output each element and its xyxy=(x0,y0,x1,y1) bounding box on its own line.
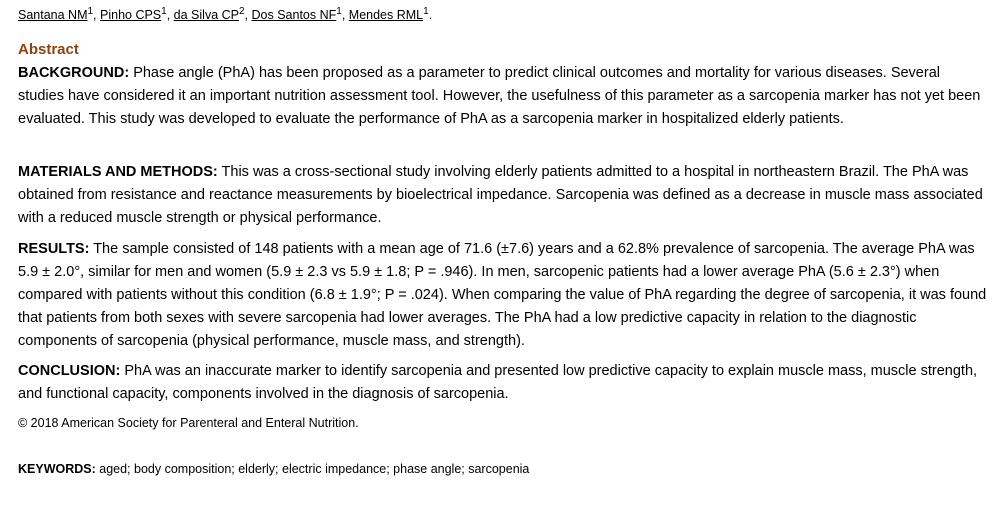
copyright-notice: © 2018 American Society for Parenteral and Enteral Nutrition. xyxy=(18,416,359,430)
author-entry xyxy=(18,5,100,22)
author-link[interactable]: Dos Santos NF xyxy=(251,8,337,22)
keywords-label: KEYWORDS: xyxy=(18,462,96,476)
abstract-conclusion xyxy=(18,360,988,406)
author-entry xyxy=(100,5,174,22)
section-label: CONCLUSION: xyxy=(18,363,121,379)
author-link[interactable]: Pinho CPS xyxy=(100,8,162,22)
author-separator: , xyxy=(166,8,174,22)
author-link[interactable]: da Silva CP xyxy=(173,8,239,22)
author-entry xyxy=(251,5,349,22)
author-entry xyxy=(348,5,433,22)
author-list xyxy=(18,5,433,22)
abstract-background xyxy=(18,62,988,131)
author-separator: , xyxy=(341,8,349,22)
author-link[interactable]: Santana NM xyxy=(18,8,88,22)
section-text: Phase angle (PhA) has been proposed as a parameter to predict clinical outcomes and mortality for various diseases. Several studies have considered it an important nutrition assessment tool. However, the usefulness of this parameter as a sarcopenia marker has not yet been evaluated. This study was developed to evaluate the performance of PhA as a sarcopenia marker in hospitalized elderly patients. xyxy=(18,65,981,127)
author-separator: , xyxy=(93,8,100,22)
author-affiliation: 1 xyxy=(87,5,94,17)
section-text: The sample consisted of 148 patients with a mean age of 71.6 (±7.6) years and a 62.8% prevalence of sarcopenia. The average PhA was 5.9 ± 2.0°, similar for men and women (5.9 ± 2.3 vs 5.9 ± 1.8; P = .946). In men, sarcopenic patients had a lower average PhA (5.6 ± 2.3°) when compared with patients without this condition (6.8 ± 1.9°; P = .024). When comparing the value of PhA regarding the degree of sarcopenia, it was found that patients from both sexes with severe sarcopenia had lower averages. The PhA had a low predictive capacity in relation to the diagnostic components of sarcopenia (physical performance, muscle mass, and strength). xyxy=(18,241,987,349)
section-label: RESULTS: xyxy=(18,241,90,257)
author-entry xyxy=(173,5,252,22)
section-label: MATERIALS AND METHODS: xyxy=(18,164,218,180)
keywords-line xyxy=(18,462,529,476)
abstract-results xyxy=(18,238,988,353)
section-label: BACKGROUND: xyxy=(18,65,130,81)
author-link[interactable]: Mendes RML xyxy=(348,8,424,22)
author-affiliation: 1 xyxy=(161,5,167,17)
author-separator: , xyxy=(244,8,252,22)
author-affiliation: 1 xyxy=(336,5,342,17)
section-text: PhA was an inaccurate marker to identify sarcopenia and presented low predictive capacity to explain muscle mass, muscle strength, and functional capacity, components involved in the diagnosis of sarcopenia. xyxy=(18,363,978,402)
abstract-heading: Abstract xyxy=(18,41,79,58)
section-text: This was a cross-sectional study involving elderly patients admitted to a hospital in northeastern Brazil. The PhA was obtained from resistance and reactance measurements by bioelectrical impedance. Sarcopenia was defined as a decrease in muscle mass associated with a reduced muscle strength or physical performance. xyxy=(18,164,983,226)
author-separator: . xyxy=(428,8,433,22)
abstract-methods xyxy=(18,161,988,230)
keywords-text: aged; body composition; elderly; electric impedance; phase angle; sarcopenia xyxy=(95,462,530,476)
author-affiliation: 1 xyxy=(423,5,429,17)
author-affiliation: 2 xyxy=(238,5,245,17)
